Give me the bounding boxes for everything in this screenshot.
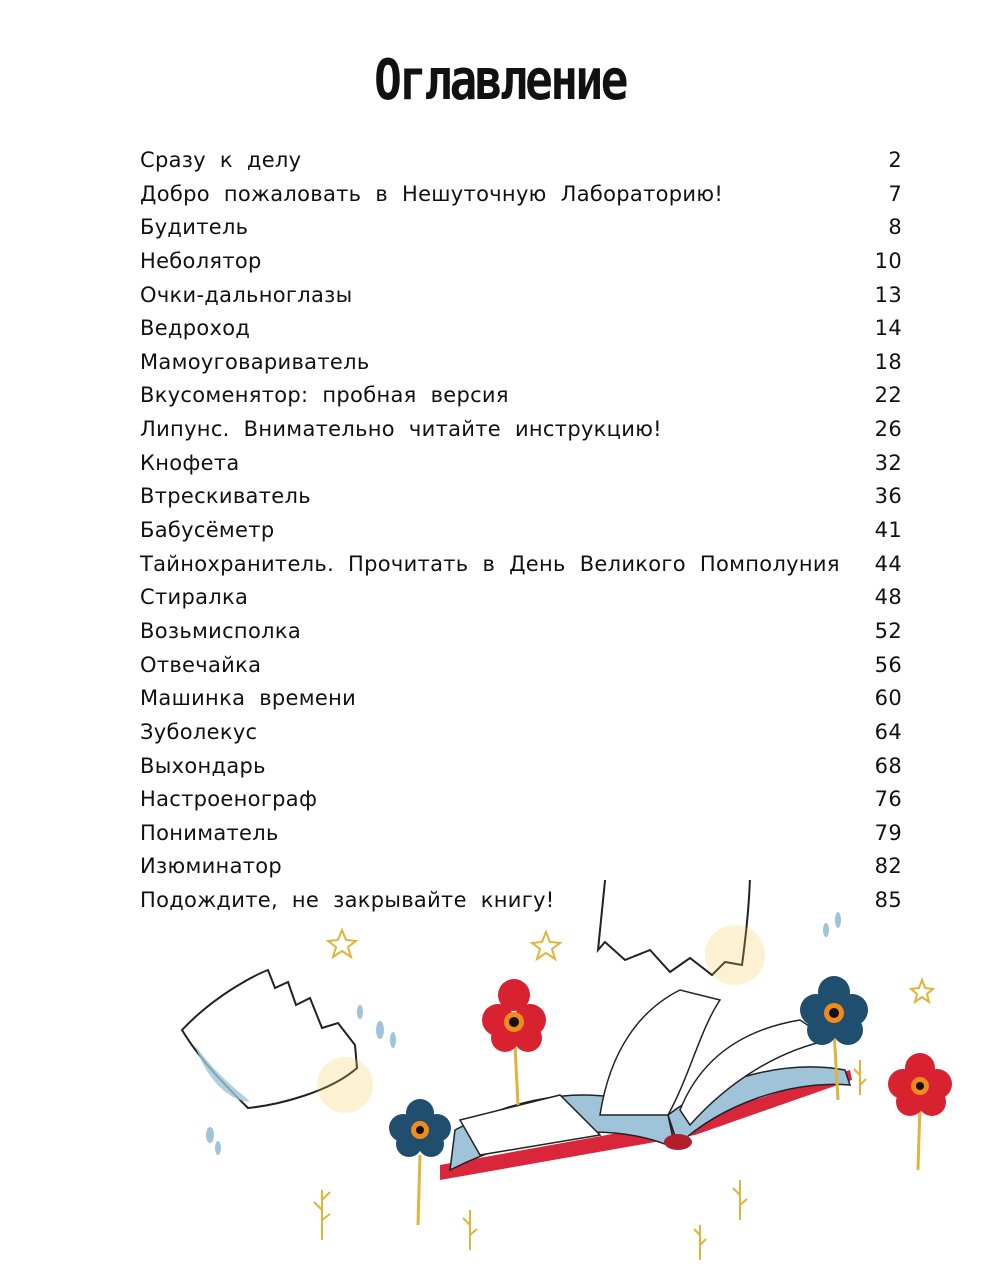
- toc-row[interactable]: [140, 148, 902, 182]
- toc-page-number: 48: [874, 585, 902, 610]
- toc-page-number: 60: [874, 686, 902, 711]
- blue-flower-icon: [389, 1099, 451, 1225]
- toc-row[interactable]: [140, 518, 902, 552]
- toc-label: Будитель: [140, 215, 249, 240]
- toc-label: Вкусоменятор: пробная версия: [140, 383, 509, 408]
- toc-page-number: 8: [888, 215, 902, 240]
- toc-page-number: 68: [874, 753, 902, 778]
- toc-page-number: 85: [874, 888, 902, 913]
- toc-page-number: 7: [888, 181, 902, 206]
- toc-row[interactable]: [140, 484, 902, 518]
- toc-label: Машинка времени: [140, 686, 357, 711]
- toc-label: Отвечайка: [140, 652, 262, 677]
- toc-page-number: 76: [874, 787, 902, 812]
- toc-row[interactable]: [140, 754, 902, 788]
- toc-page-number: 36: [874, 484, 902, 509]
- toc-row[interactable]: [140, 552, 902, 586]
- toc-row[interactable]: [140, 686, 902, 720]
- toc-label: Зуболекус: [140, 719, 258, 744]
- toc-page-number: 79: [874, 820, 902, 845]
- toc-label: Неболятор: [140, 248, 262, 273]
- toc-page-number: 22: [874, 383, 902, 408]
- toc-label: Пониматель: [140, 820, 279, 845]
- flying-page-icon: [598, 880, 765, 985]
- toc-row[interactable]: [140, 417, 902, 451]
- toc-page-number: 14: [874, 316, 902, 341]
- toc-label: Втрескиватель: [140, 484, 311, 509]
- red-flower-icon: [888, 1053, 952, 1170]
- toc-label: Кнофета: [140, 450, 240, 475]
- toc-row[interactable]: [140, 451, 902, 485]
- toc-label: Мамоуговариватель: [140, 349, 370, 374]
- toc-page-number: 56: [874, 652, 902, 677]
- toc-label: Добро пожаловать в Нешуточную Лабораторию!: [140, 181, 724, 206]
- toc-row[interactable]: [140, 383, 902, 417]
- flying-page-icon: [182, 970, 373, 1113]
- toc-row[interactable]: [140, 821, 902, 855]
- table-of-contents: [140, 148, 902, 922]
- toc-page-number: 26: [874, 417, 902, 442]
- toc-label: Тайнохранитель. Прочитать в День Великого Помполуния: [140, 551, 840, 576]
- toc-label: Стиралка: [140, 585, 249, 610]
- toc-page-number: 44: [874, 551, 902, 576]
- toc-row[interactable]: [140, 720, 902, 754]
- toc-label: Ведроход: [140, 316, 251, 341]
- toc-page-number: 64: [874, 719, 902, 744]
- red-flower-icon: [482, 979, 546, 1105]
- toc-row[interactable]: [140, 619, 902, 653]
- toc-label: Липунс. Внимательно читайте инструкцию!: [140, 417, 662, 442]
- toc-row[interactable]: [140, 283, 902, 317]
- toc-label: Бабусёметр: [140, 518, 275, 543]
- toc-label: Настроенограф: [140, 787, 318, 812]
- toc-page-number: 10: [874, 248, 902, 273]
- toc-label: Выхондарь: [140, 753, 266, 778]
- toc-row[interactable]: [140, 787, 902, 821]
- toc-page-number: 52: [874, 618, 902, 643]
- toc-label: Возьмисполка: [140, 618, 301, 643]
- toc-label: Подождите, не закрывайте книгу!: [140, 888, 555, 913]
- toc-page-number: 13: [874, 282, 902, 307]
- toc-row[interactable]: [140, 182, 902, 216]
- toc-row[interactable]: [140, 350, 902, 384]
- toc-label: Сразу к делу: [140, 148, 302, 172]
- page-title: Оглавление: [374, 48, 626, 113]
- toc-row[interactable]: [140, 316, 902, 350]
- book-illustration: [0, 880, 1000, 1267]
- toc-page-number: 32: [874, 450, 902, 475]
- toc-row[interactable]: [140, 249, 902, 283]
- toc-page-number: 2: [888, 148, 902, 172]
- toc-page-number: 82: [874, 854, 902, 879]
- toc-page-number: 41: [874, 518, 902, 543]
- toc-row[interactable]: [140, 585, 902, 619]
- toc-row[interactable]: [140, 215, 902, 249]
- toc-page-number: 18: [874, 349, 902, 374]
- toc-label: Изюминатор: [140, 854, 283, 879]
- toc-label: Очки-дальноглазы: [140, 282, 353, 307]
- toc-row[interactable]: [140, 653, 902, 687]
